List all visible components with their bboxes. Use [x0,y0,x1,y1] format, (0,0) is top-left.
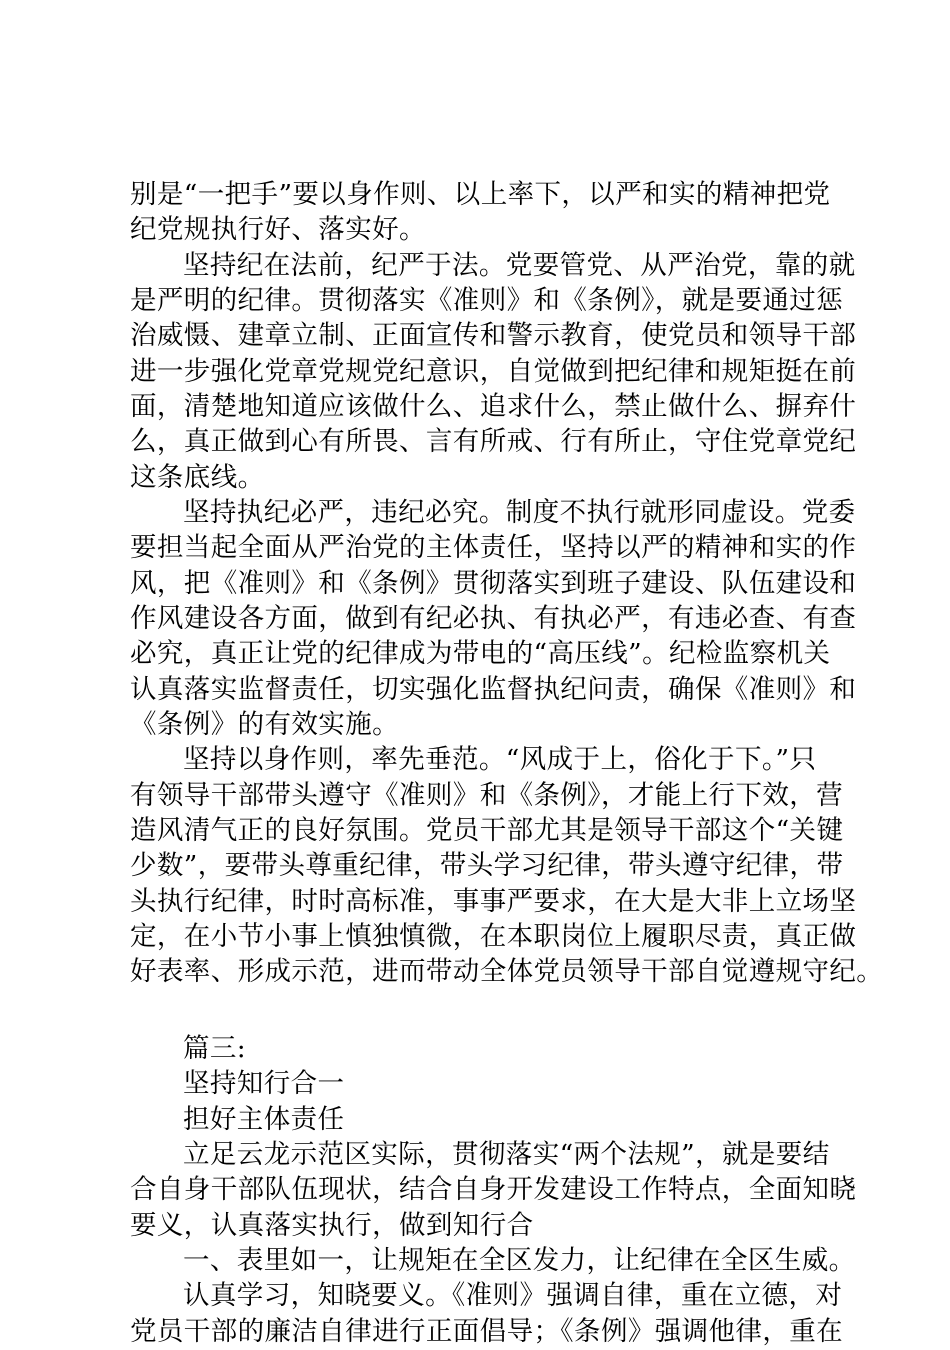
text-line: 认真落实监督责任，切实强化监督执纪问责，确保《准则》和 [130,674,857,705]
text-line: 定，在小节小事上慎独慎微，在本职岗位上履职尽责，真正做 [130,921,857,952]
section-subtitle: 担好主体责任 [183,1104,345,1135]
text-line: 么，真正做到心有所畏、言有所戒、行有所止，守住党章党纪 [130,426,857,457]
text-line: 认真学习，知晓要义。《准则》强调自律，重在立德，对 [183,1280,843,1311]
text-line: 别是“一把手”要以身作则、以上率下，以严和实的精神把党 [130,179,831,210]
text-line: 少数”，要带头尊重纪律，带头学习纪律，带头遵守纪律，带 [130,850,844,881]
text-line: 这条底线。 [130,462,265,493]
text-line: 纪党规执行好、落实好。 [130,214,426,245]
text-line: 头执行纪律，时时高标准，事事严要求，在大是大非上立场坚 [130,886,857,917]
text-line: 进一步强化党章党规党纪意识，自觉做到把纪律和规矩挺在前 [130,356,857,387]
text-line: 一、表里如一，让规矩在全区发力，让纪律在全区生威。 [183,1245,856,1276]
text-line: 造风清气正的良好氛围。党员干部尤其是领导干部这个“关键 [130,815,844,846]
text-line: 必究，真正让党的纪律成为带电的“高压线”。纪检监察机关 [130,638,831,669]
text-line: 坚持以身作则，率先垂范。“风成于上，俗化于下。”只 [183,744,817,775]
text-line: 治威慑、建章立制、正面宣传和警示教育，使党员和领导干部 [130,320,857,351]
text-line: 坚持纪在法前，纪严于法。党要管党、从严治党，靠的就 [183,250,856,281]
text-line: 立足云龙示范区实际，贯彻落实“两个法规”，就是要结 [183,1139,830,1170]
text-line: 要担当起全面从严治党的主体责任，坚持以严的精神和实的作 [130,532,857,563]
text-line: 风，把《准则》和《条例》贯彻落实到班子建设、队伍建设和 [130,568,857,599]
text-line: 有领导干部带头遵守《准则》和《条例》，才能上行下效，营 [130,780,844,811]
text-line: 要义，认真落实执行，做到知行合 [130,1210,534,1241]
text-line: 坚持执纪必严，违纪必究。制度不执行就形同虚设。党委 [183,497,856,528]
text-line: 好表率、形成示范，进而带动全体党员领导干部自觉遵规守纪。 [130,956,884,987]
section-title: 坚持知行合一 [183,1068,345,1099]
text-line: 党员干部的廉洁自律进行正面倡导；《条例》强调他律，重在 [130,1316,844,1347]
text-line: 合自身干部队伍现状，结合自身开发建设工作特点，全面知晓 [130,1174,857,1205]
text-line: 是严明的纪律。贯彻落实《准则》和《条例》，就是要通过惩 [130,285,844,316]
text-line: 《条例》的有效实施。 [130,709,399,740]
text-line: 面，清楚地知道应该做什么、追求什么，禁止做什么、摒弃什 [130,391,857,422]
section-heading: 篇三: [183,1033,247,1064]
text-line: 作风建设各方面，做到有纪必执、有执必严，有违必查、有查 [130,603,857,634]
